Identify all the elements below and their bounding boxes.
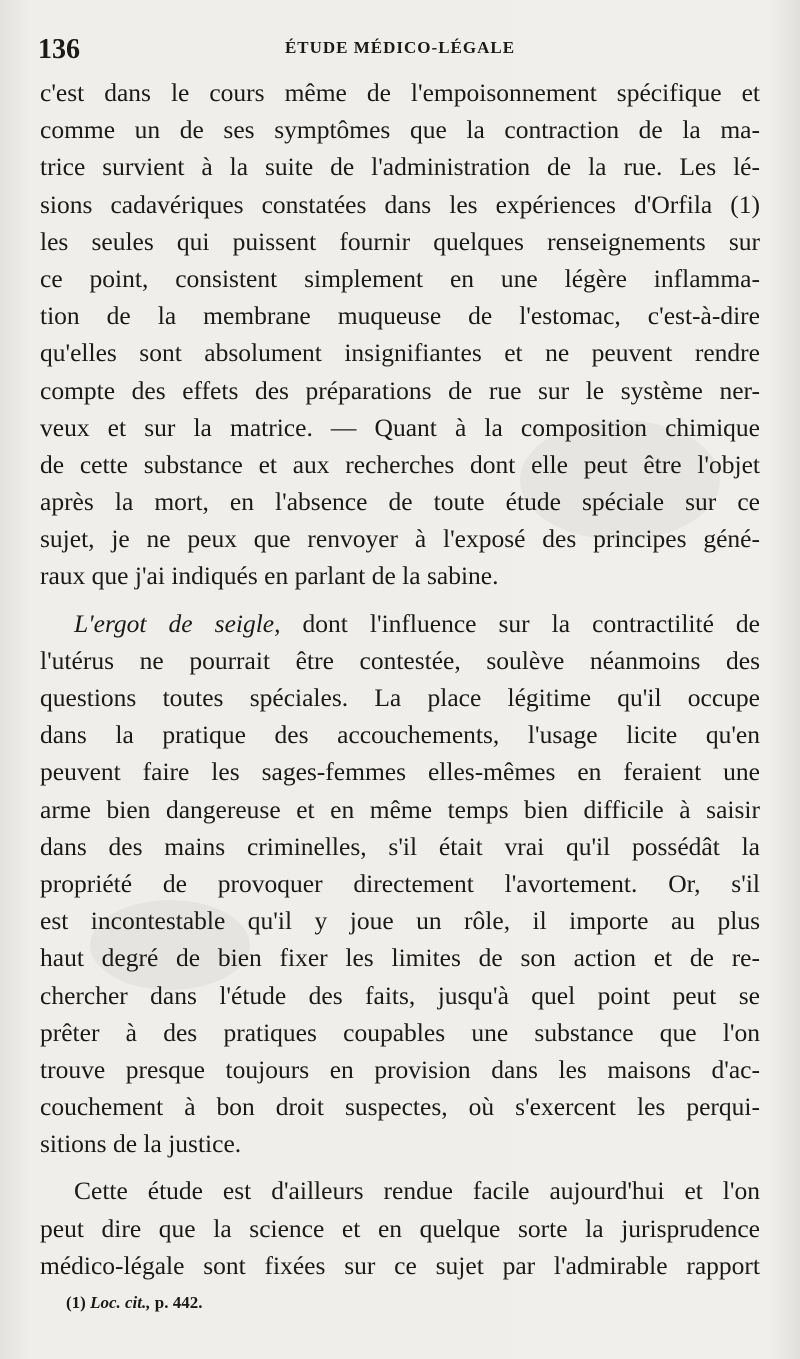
text-line: compte des effets des préparations de rue sur le système ner- bbox=[40, 375, 760, 405]
text-line: arme bien dangereuse et en même temps bien difficile à saisir bbox=[40, 794, 760, 824]
text-line: propriété de provoquer directement l'avortement. Or, s'il bbox=[40, 868, 760, 898]
text-line: couchement à bon droit suspectes, où s'exercent les perqui- bbox=[40, 1092, 760, 1122]
body-text bbox=[40, 74, 760, 1284]
text-line: Cette étude est d'ailleurs rendue facile aujourd'hui et l'on bbox=[74, 1176, 760, 1206]
text-line: questions toutes spéciales. La place légitime qu'il occupe bbox=[40, 683, 760, 712]
text-line: comme un de ses symptômes que la contraction de la ma- bbox=[40, 115, 760, 145]
text-line: peuvent faire les sages-femmes elles-mêmes en feraient une bbox=[40, 757, 760, 787]
page-number: 136 bbox=[38, 34, 80, 65]
text-line: trice survient à la suite de l'administration de la rue. Les lé- bbox=[40, 152, 760, 182]
text-line bbox=[40, 605, 760, 642]
text-line: sitions de la justice. bbox=[40, 1129, 242, 1159]
running-head: ÉTUDE MÉDICO-LÉGALE bbox=[284, 38, 516, 57]
text-line: peut dire que la science et en quelque sorte la jurisprudence bbox=[40, 1213, 760, 1243]
paragraph bbox=[40, 605, 760, 1163]
text-line: trouve presque toujours en provision dans les maisons d'ac- bbox=[40, 1054, 760, 1084]
paragraph bbox=[40, 74, 760, 595]
italic-term: L'ergot de seigle, bbox=[74, 608, 281, 638]
text-line: qu'elles sont absolument insignifiantes et ne peuvent rendre bbox=[40, 338, 760, 368]
text-fragment: dont l'influence sur la contractilité de bbox=[280, 608, 760, 638]
text-line: dans la pratique des accouchements, l'usage licite qu'en bbox=[40, 720, 760, 750]
text-line: après la mort, en l'absence de toute étude spéciale sur ce bbox=[40, 487, 760, 517]
text-line: sujet, je ne peux que renvoyer à l'exposé des principes géné- bbox=[40, 524, 760, 554]
paragraph bbox=[40, 1172, 760, 1284]
text-line: raux que j'ai indiqués en parlant de la sabine. bbox=[40, 561, 499, 591]
text-line: est incontestable qu'il y joue un rôle, il importe au plus bbox=[40, 906, 760, 936]
text-line: c'est dans le cours même de l'empoisonnement spécifique et bbox=[40, 78, 760, 107]
page-header bbox=[38, 30, 762, 64]
text-line: de cette substance et aux recherches dont elle peut être l'objet bbox=[40, 449, 760, 479]
text-line: ce point, consistent simplement en une légère inflamma- bbox=[40, 263, 760, 293]
text-line: dans des mains criminelles, s'il était vrai qu'il possédât la bbox=[40, 831, 760, 861]
text-line: sions cadavériques constatées dans les expériences d'Orfila (1) bbox=[40, 189, 760, 219]
footnote bbox=[66, 1293, 202, 1313]
text-line: haut degré de bien fixer les limites de son action et de re- bbox=[40, 943, 760, 973]
footnote-citation: Loc. cit., bbox=[90, 1293, 151, 1312]
text-line: veux et sur la matrice. — Quant à la composition chimique bbox=[40, 412, 760, 442]
text-line: l'utérus ne pourrait être contestée, soulève néanmoins des bbox=[40, 645, 760, 675]
footnote-marker: (1) bbox=[66, 1293, 86, 1312]
footnote-page: p. 442. bbox=[150, 1293, 203, 1312]
text-line: les seules qui puissent fournir quelques renseignements sur bbox=[40, 226, 760, 256]
text-line: chercher dans l'étude des faits, jusqu'à quel point peut se bbox=[40, 980, 760, 1010]
text-line: tion de la membrane muqueuse de l'estomac, c'est-à-dire bbox=[40, 301, 760, 331]
text-line: médico-légale sont fixées sur ce sujet par l'admirable rapport bbox=[40, 1250, 760, 1280]
text-line: prêter à des pratiques coupables une substance que l'on bbox=[40, 1017, 760, 1047]
